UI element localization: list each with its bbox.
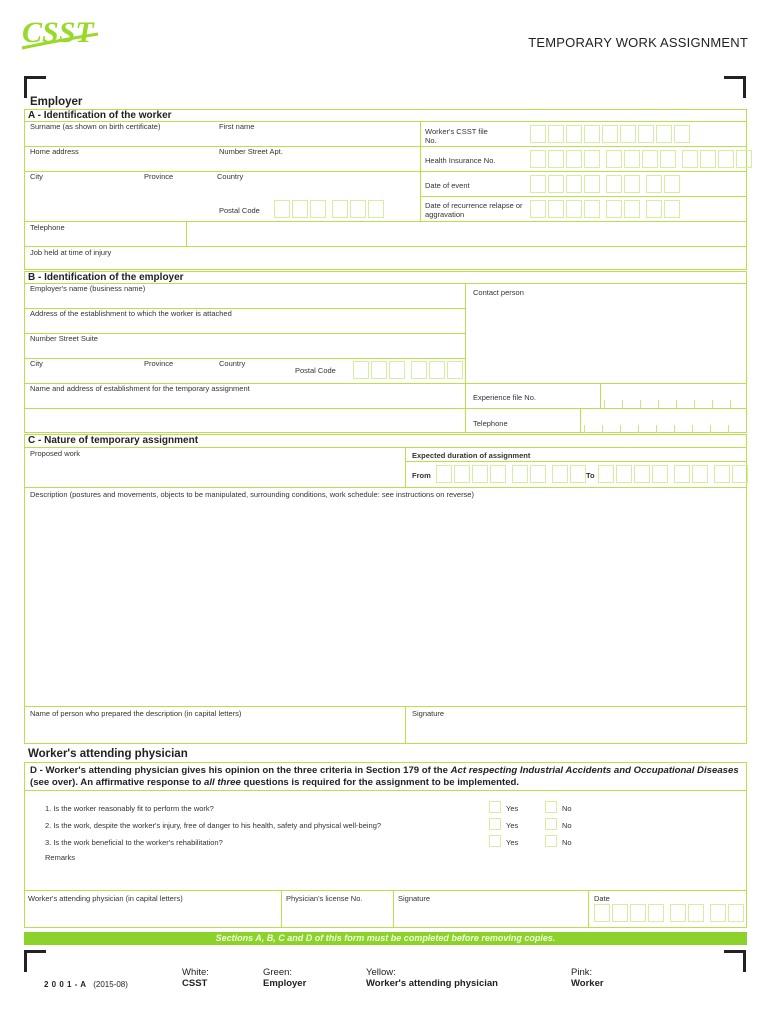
telephone-label: Telephone xyxy=(30,223,65,232)
banner xyxy=(24,932,747,945)
corner-mark-tl xyxy=(24,76,46,98)
corner-mark-tr xyxy=(724,76,746,98)
physician-heading: Worker's attending physician xyxy=(28,748,188,760)
csst-file-label: Worker's CSST file No. xyxy=(425,127,488,145)
copy-yellow: Yellow: Worker's attending physician xyxy=(366,967,498,989)
b-city-label: City xyxy=(30,359,43,368)
city-label: City xyxy=(30,172,43,181)
logo-text: CSST xyxy=(22,16,94,49)
b-postal-code-input[interactable] xyxy=(353,361,465,379)
health-insurance-label: Health Insurance No. xyxy=(425,156,496,165)
date-recurrence-label: Date of recurrence relapse or aggravation xyxy=(425,201,523,219)
copy-green: Green: Employer xyxy=(263,967,307,989)
q2-yes-checkbox[interactable] xyxy=(489,818,501,830)
q1-yes-label: Yes xyxy=(506,804,519,813)
from-label: From xyxy=(412,471,431,480)
date-event-label: Date of event xyxy=(425,181,470,190)
b-telephone-input[interactable] xyxy=(584,425,746,433)
q2-yes-label: Yes xyxy=(506,821,519,830)
corner-mark-br xyxy=(724,950,746,972)
d-signature-label: Signature xyxy=(398,894,431,903)
from-date-input[interactable] xyxy=(436,465,588,483)
corner-mark-bl xyxy=(24,950,46,972)
health-insurance-input[interactable] xyxy=(530,150,754,168)
experience-file-label: Experience file No. xyxy=(473,393,536,402)
postal-code-input[interactable] xyxy=(274,200,386,218)
c-signature-label: Signature xyxy=(412,709,445,718)
copy-pink: Pink: Worker xyxy=(571,967,604,989)
date-event-input[interactable] xyxy=(530,175,682,193)
q1-yes-checkbox[interactable] xyxy=(489,801,501,813)
form-code: 2 0 0 1 - A (2015-08) xyxy=(44,980,128,989)
section-c-title: C - Nature of temporary assignment xyxy=(28,435,199,446)
to-date-input[interactable] xyxy=(598,465,750,483)
first-name-label: First name xyxy=(219,122,255,131)
experience-file-input[interactable] xyxy=(604,400,748,408)
q3-yes-checkbox[interactable] xyxy=(489,835,501,847)
country-label: Country xyxy=(217,172,244,181)
contact-person-label: Contact person xyxy=(473,288,524,297)
csst-file-input[interactable] xyxy=(530,125,692,143)
section-d-title: D - Worker's attending physician gives his opinion on the three criteria in Section 179 of the Act respecting Industrial Accidents and Occupational Diseases (see over). An affirmative response to all three questions is required for the assignment to be implemented. xyxy=(30,765,739,788)
date-recurrence-input[interactable] xyxy=(530,200,682,218)
description-label: Description (postures and movements, objects to be manipulated, surrounding conditions, work schedule: see instructions on reverse) xyxy=(30,490,474,499)
proposed-work-label: Proposed work xyxy=(30,449,81,458)
b-telephone-label: Telephone xyxy=(473,419,508,428)
province-label: Province xyxy=(144,172,174,181)
q2-no-label: No xyxy=(562,821,572,830)
question-3: 3. Is the work beneficial to the worker's rehabilitation? xyxy=(45,838,223,847)
to-label: To xyxy=(586,471,595,480)
q2-no-checkbox[interactable] xyxy=(545,818,557,830)
postal-code-label: Postal Code xyxy=(219,206,260,215)
employer-name-label: Employer's name (business name) xyxy=(30,284,146,293)
job-held-label: Job held at time of injury xyxy=(30,248,112,257)
surname-label: Surname (as shown on birth certificate) xyxy=(30,122,161,131)
section-b-title: B - Identification of the employer xyxy=(28,272,184,283)
section-a-title: A - Identification of the worker xyxy=(28,110,172,121)
date-label: Date xyxy=(594,894,610,903)
name-address-temp-label: Name and address of establishment for the temporary assignment xyxy=(30,384,250,393)
banner-text: Sections A, B, C and D of this form must be completed before removing copies. xyxy=(215,933,556,943)
employer-heading: Employer xyxy=(30,96,83,108)
q3-yes-label: Yes xyxy=(506,838,519,847)
remarks-label: Remarks xyxy=(45,853,76,862)
address-establishment-label: Address of the establishment to which the worker is attached xyxy=(30,309,232,318)
number-street-apt-label: Number Street Apt. xyxy=(219,147,283,156)
q1-no-checkbox[interactable] xyxy=(545,801,557,813)
question-1: 1. Is the worker reasonably fit to perform the work? xyxy=(45,804,214,813)
form-title: TEMPORARY WORK ASSIGNMENT xyxy=(528,35,748,50)
physician-name-label: Worker's attending physician (in capital letters) xyxy=(28,894,183,903)
question-2: 2. Is the work, despite the worker's injury, free of danger to his health, safety and physical well-being? xyxy=(45,821,382,830)
license-label: Physician's license No. xyxy=(286,894,363,903)
name-person-label: Name of person who prepared the description (in capital letters) xyxy=(30,709,242,718)
number-street-suite-label: Number Street Suite xyxy=(30,334,98,343)
q3-no-checkbox[interactable] xyxy=(545,835,557,847)
b-country-label: Country xyxy=(219,359,246,368)
b-province-label: Province xyxy=(144,359,174,368)
b-postal-code-label: Postal Code xyxy=(295,366,336,375)
d-date-input[interactable] xyxy=(594,904,746,922)
q3-no-label: No xyxy=(562,838,572,847)
description-textarea[interactable] xyxy=(25,500,746,705)
q1-no-label: No xyxy=(562,804,572,813)
home-address-label: Home address xyxy=(30,147,79,156)
copy-white: White: CSST xyxy=(182,967,209,989)
csst-logo xyxy=(20,12,100,52)
expected-duration-label: Expected duration of assignment xyxy=(412,451,531,460)
